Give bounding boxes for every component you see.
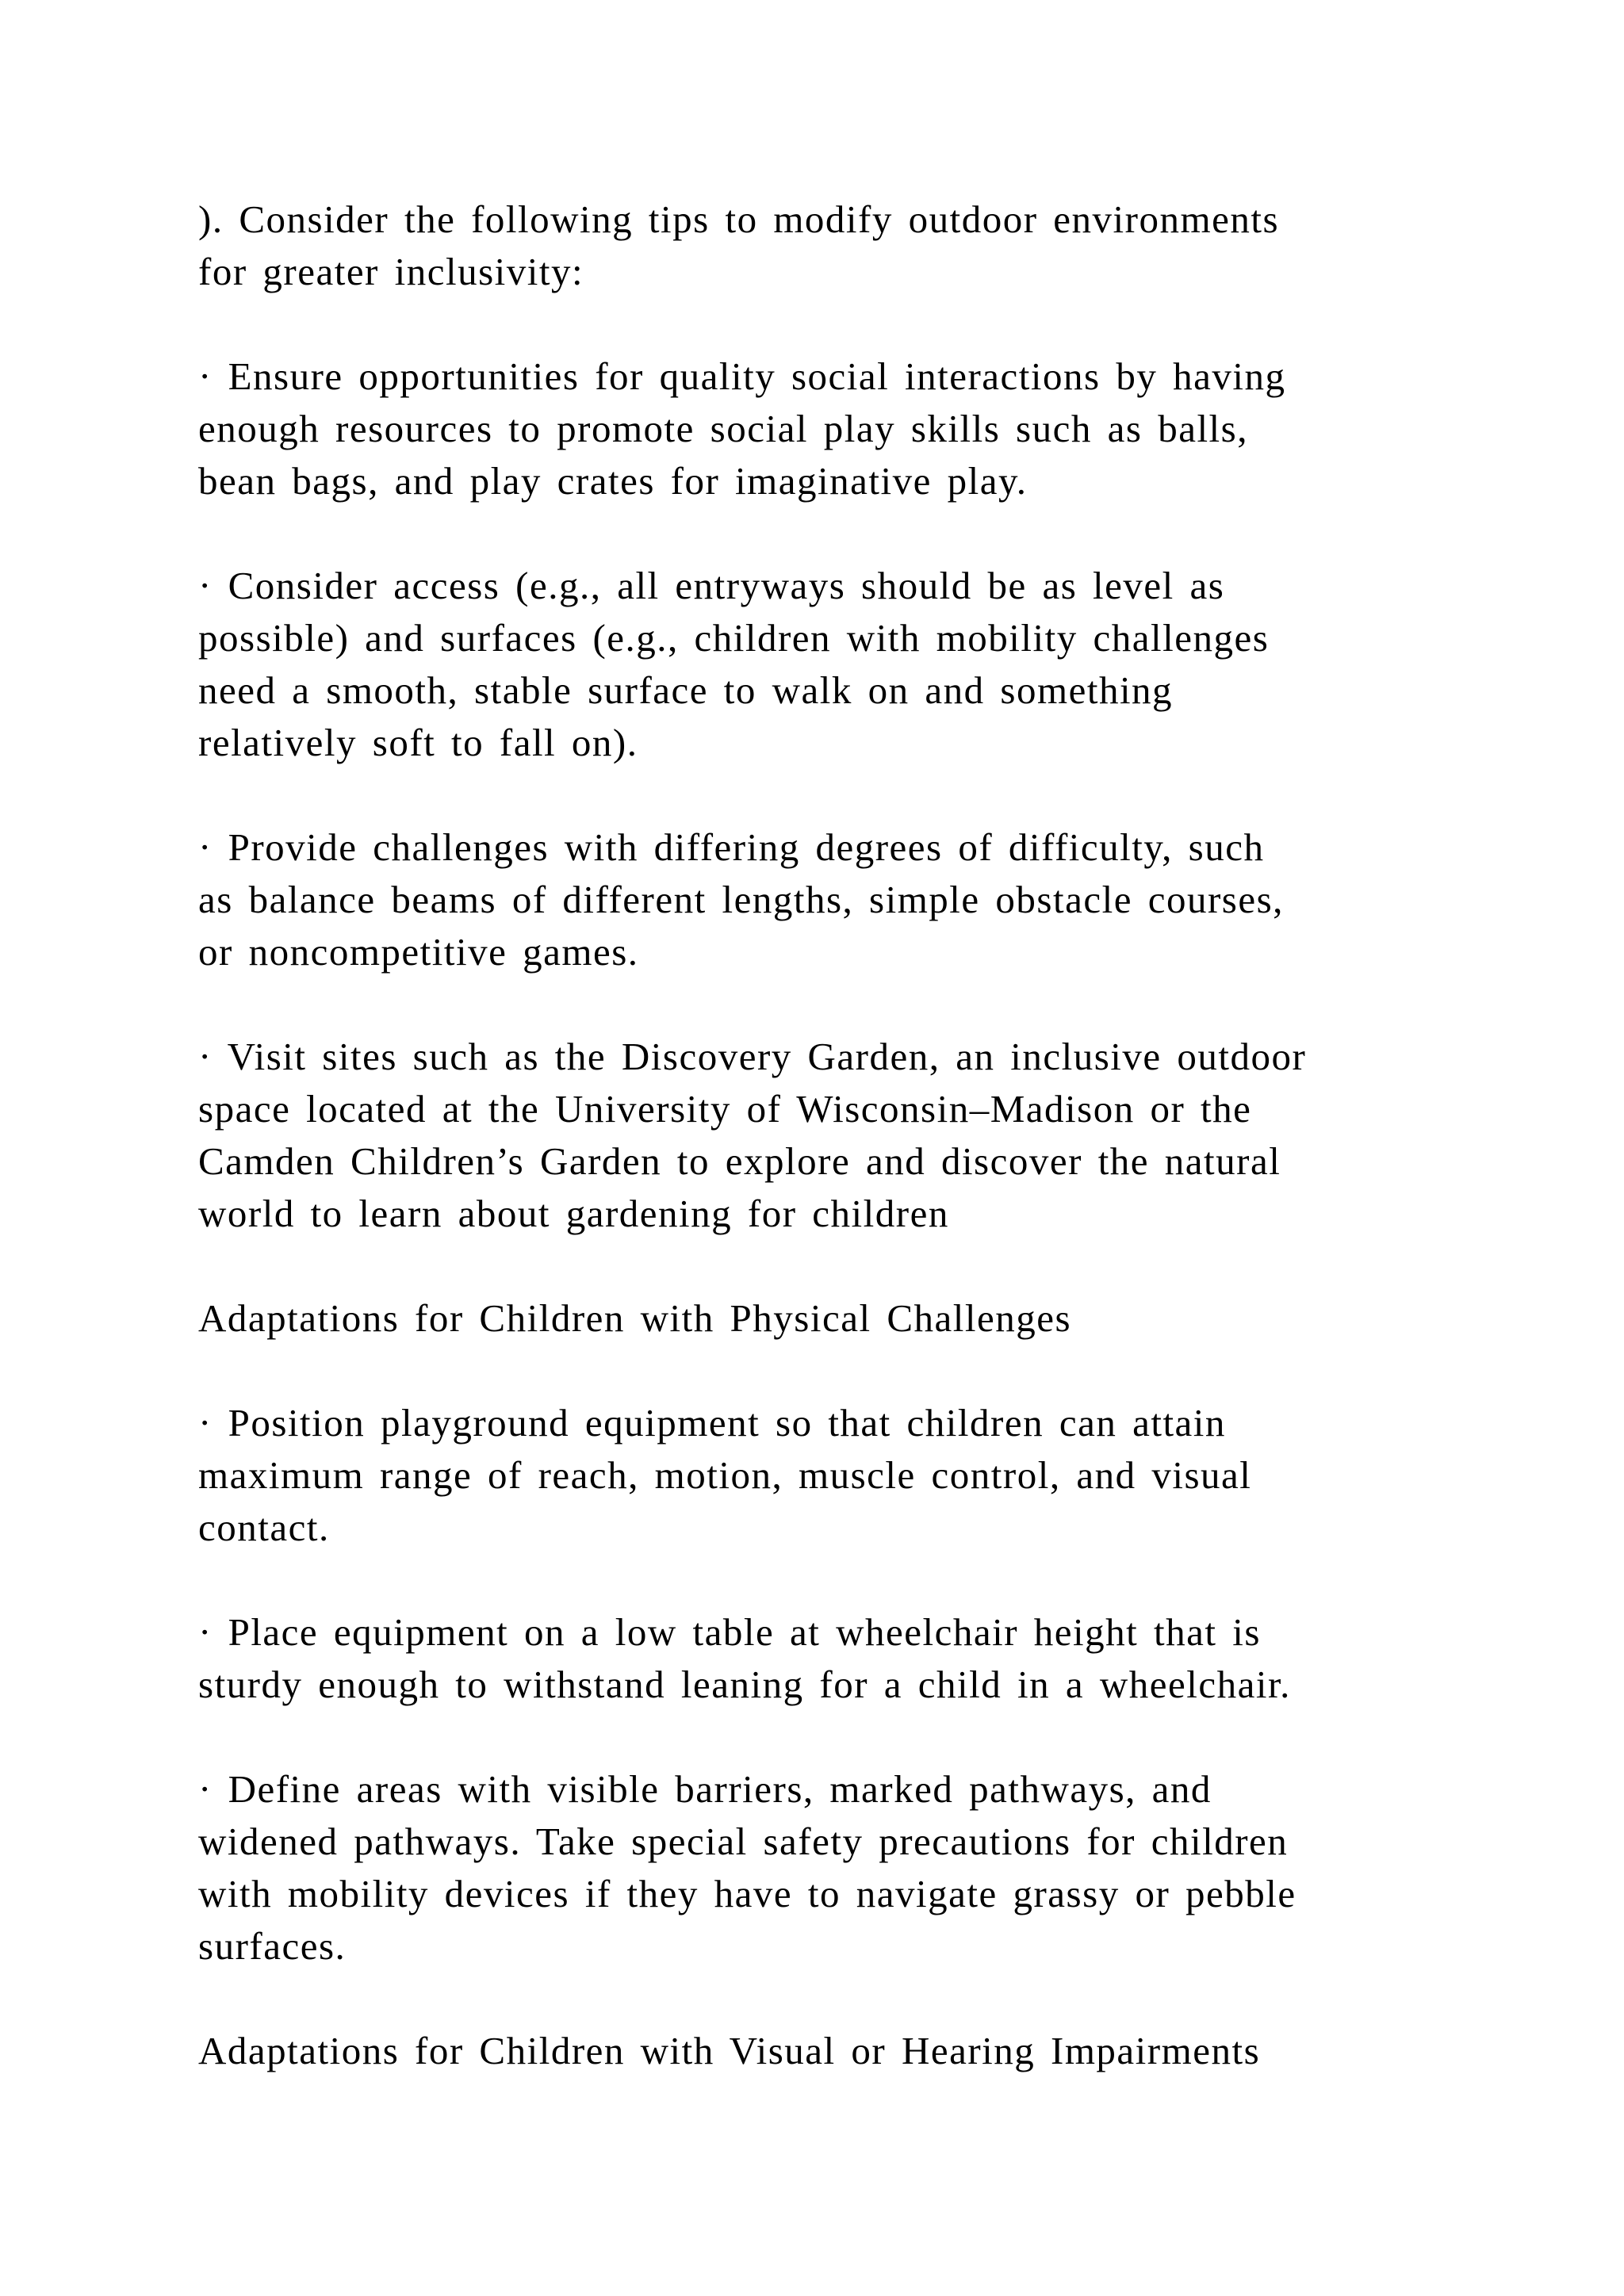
- text-line: ). Consider the following tips to modify outdoor environments: [198, 197, 1280, 241]
- bullet-place-equipment: [198, 1606, 1435, 1711]
- text-line: enough resources to promote social play skills such as balls,: [198, 407, 1248, 450]
- text-line: · Position playground equipment so that children can attain: [198, 1401, 1226, 1445]
- intro-paragraph: [198, 193, 1435, 298]
- section-heading: Adaptations for Children with Visual or Hearing Impairments: [198, 2029, 1261, 2072]
- text-line: space located at the University of Wisconsin–Madison or the: [198, 1087, 1252, 1131]
- heading-visual-hearing: [198, 2025, 1435, 2077]
- text-line: as balance beams of different lengths, simple obstacle courses,: [198, 878, 1284, 921]
- text-line: · Place equipment on a low table at wheelchair height that is: [198, 1610, 1261, 1654]
- text-line: sturdy enough to withstand leaning for a child in a wheelchair.: [198, 1663, 1291, 1706]
- text-line: maximum range of reach, motion, muscle control, and visual: [198, 1453, 1252, 1497]
- text-line: for greater inclusivity:: [198, 250, 584, 293]
- text-line: bean bags, and play crates for imaginative play.: [198, 459, 1028, 503]
- section-heading: Adaptations for Children with Physical Challenges: [198, 1296, 1072, 1340]
- bullet-position-equipment: [198, 1397, 1435, 1554]
- text-line: Camden Children’s Garden to explore and discover the natural: [198, 1139, 1281, 1183]
- text-line: possible) and surfaces (e.g., children with mobility challenges: [198, 616, 1270, 660]
- bullet-define-areas: [198, 1763, 1435, 1973]
- text-line: · Define areas with visible barriers, marked pathways, and: [198, 1767, 1212, 1811]
- text-line: contact.: [198, 1506, 330, 1549]
- bullet-visit-sites: [198, 1031, 1435, 1240]
- text-line: or noncompetitive games.: [198, 930, 639, 974]
- text-line: world to learn about gardening for children: [198, 1192, 949, 1235]
- bullet-challenges: [198, 821, 1435, 978]
- text-line: · Visit sites such as the Discovery Garden, an inclusive outdoor: [198, 1035, 1307, 1078]
- text-line: surfaces.: [198, 1924, 347, 1968]
- bullet-social-interactions: [198, 350, 1435, 507]
- text-line: · Consider access (e.g., all entryways should be as level as: [198, 564, 1225, 607]
- document-body: [198, 193, 1435, 2130]
- bullet-access-surfaces: [198, 560, 1435, 769]
- text-line: need a smooth, stable surface to walk on and something: [198, 668, 1174, 712]
- text-line: with mobility devices if they have to navigate grassy or pebble: [198, 1872, 1297, 1915]
- text-line: relatively soft to fall on).: [198, 721, 638, 764]
- text-line: widened pathways. Take special safety precautions for children: [198, 1820, 1289, 1863]
- heading-physical-challenges: [198, 1292, 1435, 1345]
- text-line: · Provide challenges with differing degrees of difficulty, such: [198, 825, 1265, 869]
- text-line: · Ensure opportunities for quality social interactions by having: [198, 354, 1286, 398]
